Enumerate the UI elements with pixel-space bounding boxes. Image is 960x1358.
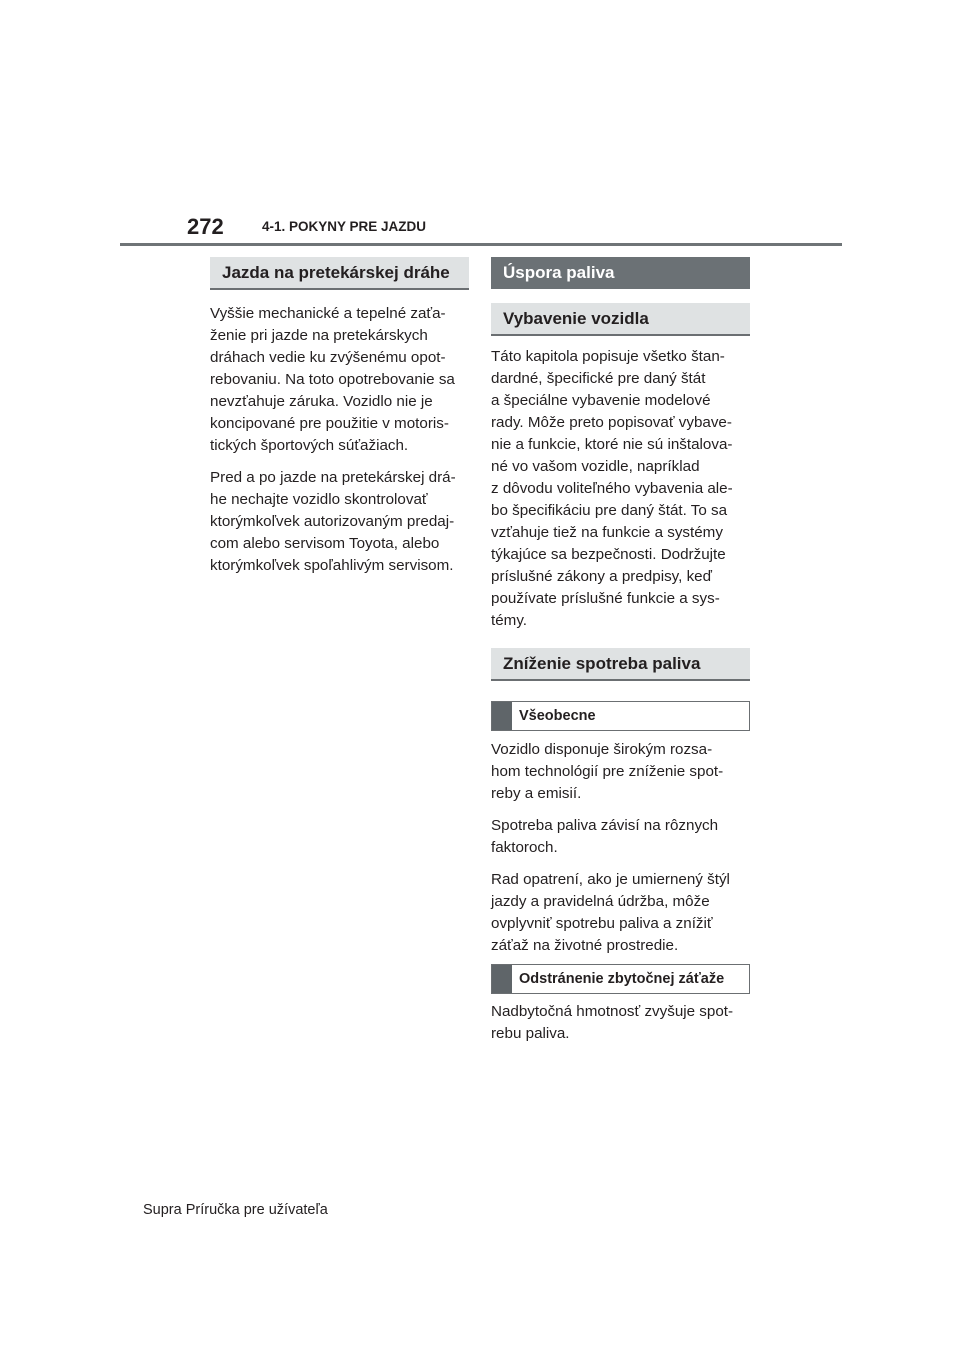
subheading-general-label: Všeobecne [519,708,596,724]
paragraph: Vyššie mechanické a tepelné zaťa- ženie pri jazde na pretekárskych dráhach vedie ku zvýšenému opot- rebovaniu. Na toto opotrebovanie sa nevzťahuje záruka. Vozidlo nie je koncipované pre použitie v motoris- tických športových súťažiach. [210,305,455,454]
paragraph: Táto kapitola popisuje všetko štan- dardné, špecifické pre daný štát a špeciálne vybavenie modelové rady. Môže preto popisovať vybave- nie a funkcie, ktoré nie sú inštalova- né vo vašom vozidle, napríklad z dôvodu voliteľného vybavenia ale- bo špecifikáciu pre daný štát. To sa vzťahuje tiež na funkcie a systémy týkajúce sa bezpečnosti. Dodržujte príslušné zákony a predpisy, keď používate príslušné funkcie a sys- témy. [491,348,733,629]
heading-reduce-consumption [491,648,750,681]
race-track-text [210,303,472,587]
equipment-text [491,346,753,642]
heading-vehicle-equipment [491,303,750,336]
page-number: 272 [187,214,224,239]
remove-load-text [491,1001,753,1055]
heading-race-track-label: Jazda na pretekárskej dráhe [222,262,450,282]
paragraph: Vozidlo disponuje širokým rozsa- hom technológií pre zníženie spot- reby a emisií. [491,741,724,802]
chapter-title: 4-1. POKYNY PRE JAZDU [262,219,427,234]
paragraph: Pred a po jazde na pretekárskej drá- he nechajte vozidlo skontrolovať ktorýmkoľvek autorizovaným predaj- com alebo servisom Toyota, alebo ktorýmkoľvek spoľahlivým servisom. [210,469,456,574]
subheading-marker [492,965,512,993]
section-heading-fuel-saving [491,257,750,289]
subheading-remove-load [491,964,750,994]
heading-race-track [210,257,469,290]
paragraph: Spotreba paliva závisí na rôznych faktoroch. [491,817,719,856]
header-divider [120,243,842,246]
footer-manual-title: Supra Príručka pre užívateľa [143,1202,328,1218]
section-heading-label: Úspora paliva [503,263,615,282]
subheading-remove-load-label: Odstránenie zbytočnej záťaže [519,971,725,987]
heading-vehicle-equipment-label: Vybavenie vozidla [503,308,649,328]
paragraph: Rad opatrení, ako je umiernený štýl jazdy a pravidelná údržba, môže ovplyvniť spotrebu paliva a znížiť záťaž na životné prostredie. [491,871,730,954]
subheading-marker [492,702,512,730]
paragraph: Nadbytočná hmotnosť zvyšuje spot- rebu paliva. [491,1003,734,1042]
general-text [491,739,753,967]
heading-reduce-consumption-label: Zníženie spotreba paliva [503,653,701,673]
subheading-general [491,701,750,731]
